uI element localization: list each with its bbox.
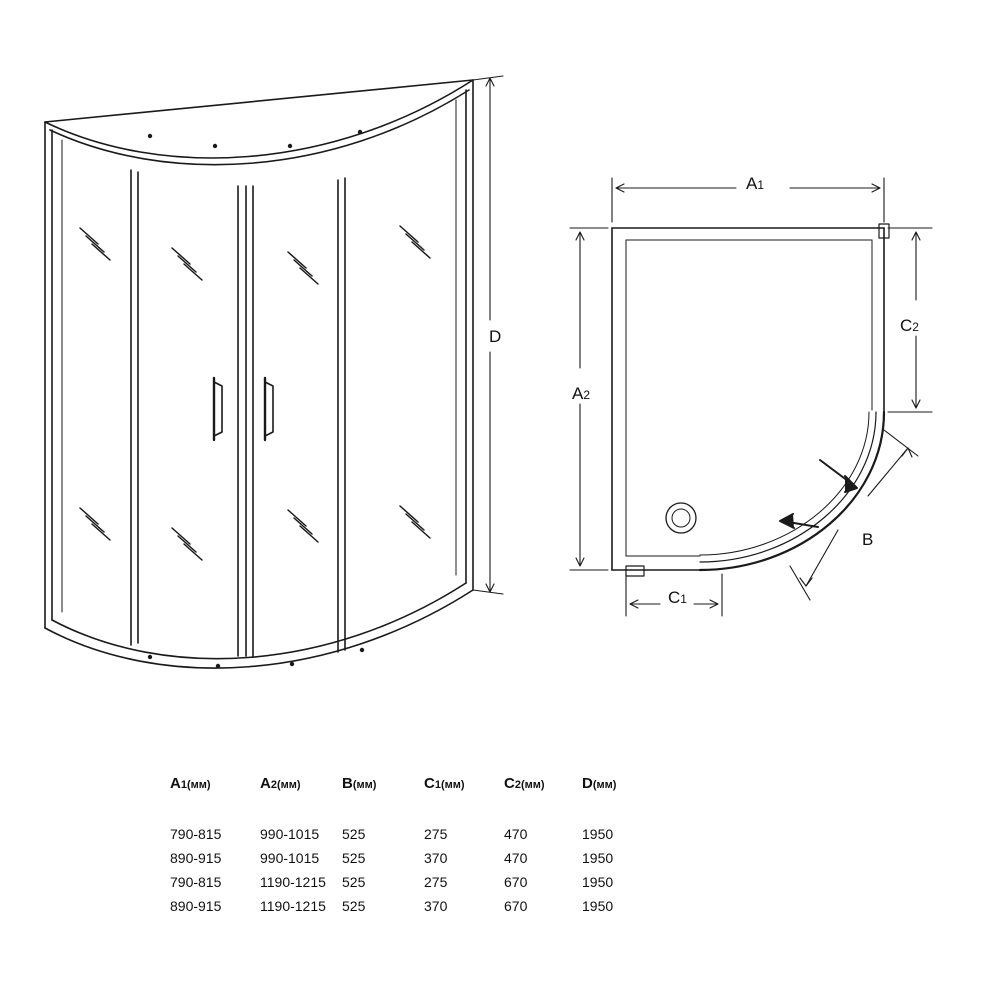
label-D: D [489, 327, 502, 346]
cell-a1: 890-915 [170, 898, 222, 914]
cell-d: 1950 [582, 898, 614, 914]
header-a1: A1(мм) [170, 775, 211, 792]
cell-d: 1950 [582, 850, 614, 866]
table-row [170, 870, 652, 894]
table-row [170, 822, 652, 846]
table-row [170, 894, 652, 918]
label-C1: C1 [668, 588, 687, 607]
label-B: B [862, 530, 874, 549]
cell-b: 525 [342, 826, 366, 842]
label-A2: A2 [572, 384, 591, 403]
enclosure-plan [612, 224, 889, 576]
cell-a1: 890-915 [170, 850, 222, 866]
label-C2: C2 [900, 316, 919, 335]
dimension-B [790, 430, 918, 600]
cell-a2: 1190-1215 [260, 874, 326, 890]
header-d: D(мм) [582, 775, 617, 792]
dimension-table [170, 775, 652, 918]
cell-c1: 275 [424, 826, 448, 842]
table-row [170, 846, 652, 870]
header-a2: A2(мм) [260, 775, 301, 792]
cell-c2: 470 [504, 850, 528, 866]
enclosure-perspective [45, 80, 473, 668]
header-c2: C2(мм) [504, 775, 545, 792]
cell-a2: 1190-1215 [260, 898, 326, 914]
cell-b: 525 [342, 850, 366, 866]
cell-a1: 790-815 [170, 874, 222, 890]
table-header-row [170, 775, 652, 822]
cell-c2: 470 [504, 826, 528, 842]
cell-d: 1950 [582, 874, 614, 890]
cell-c2: 670 [504, 874, 528, 890]
cell-c1: 275 [424, 874, 448, 890]
cell-a1: 790-815 [170, 826, 222, 842]
cell-d: 1950 [582, 826, 614, 842]
label-A1: A1 [746, 174, 765, 193]
cell-a2: 990-1015 [260, 850, 320, 866]
header-c1: C1(мм) [424, 775, 465, 792]
cell-b: 525 [342, 874, 366, 890]
cell-c1: 370 [424, 898, 448, 914]
cell-c2: 670 [504, 898, 528, 914]
cell-c1: 370 [424, 850, 448, 866]
header-b: B(мм) [342, 775, 377, 792]
cell-b: 525 [342, 898, 366, 914]
cell-a2: 990-1015 [260, 826, 320, 842]
